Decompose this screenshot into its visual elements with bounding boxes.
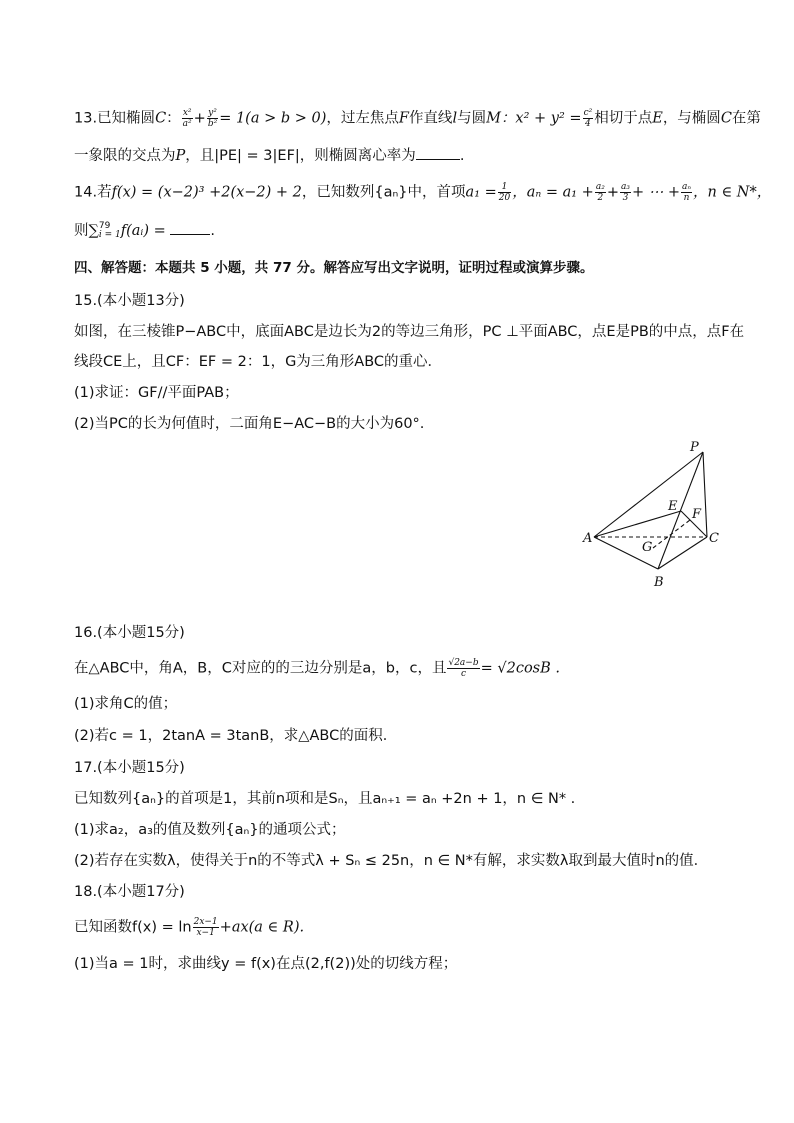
fraction-numerator: 2x−1 [193,917,218,927]
sum-lower: i = 1 [98,230,121,240]
pyramid-figure [576,436,726,596]
label-G: G [642,540,653,555]
text: 已知函数f(x) = ln [74,919,192,936]
q13-line-1: 13.已知椭圆C： $\frac{\text{x²}}{\text{a²}}$ + $\frac{\text{y²}}{\text{b²}}$ = 1(a > b > 0)，过左焦点F作直线l与圆M：x² + y² = $\frac{\text{c²}}{4}$ 相切于点E，与椭圆C在第 [74,108,761,129]
q16-sub-2: (2)若c = 1，2tanA = 3tanB，求△ABC的面积． [74,728,398,744]
fraction [193,917,219,938]
fraction [498,182,511,203]
math-symbol: l [452,110,458,127]
label-P: P [690,440,699,455]
q18-para-1 [74,917,304,938]
edge-BC [658,537,707,569]
fraction-numerator: a₂ [595,182,605,192]
fraction-denominator: a² [182,119,192,129]
fraction-numerator: y² [208,108,217,118]
text: 作直线 [408,110,453,127]
label-E: E [668,499,678,514]
fraction [207,108,218,129]
fraction-denominator: b² [207,119,218,129]
q16-para-1 [74,658,560,679]
q18-sub-1: (1)当a = 1时，求曲线y = f(x)在点(2,f(2))处的切线方程； [74,956,458,972]
question-number: 14. [74,184,98,201]
text: . [459,148,465,164]
label-B: B [654,575,664,590]
fraction-denominator: 4 [585,119,591,129]
text: ，过左焦点 [326,110,399,127]
fraction [595,182,606,203]
label-C: C [709,531,719,546]
fraction [583,108,594,129]
math-text: = √2cosB . [480,660,560,677]
math-text: ，n ∈ N*， [693,184,772,201]
math-symbol: C [720,110,732,127]
text: 一象限的交点为 [74,148,176,164]
sum-limits [99,222,121,240]
math-text: f(x) = (x−2)³ +2(x−2) + 2 [111,184,302,201]
section-heading: 四、解答题：本题共 5 小题，共 77 分。解答应写出文字说明，证明过程或演算步骤。 [74,260,594,276]
segment-AE [594,511,681,537]
text: ： [166,110,181,127]
q16-head: 16.(本小题15分) [74,625,185,641]
fraction-numerator: 1 [498,182,511,193]
q15-head: 15.(本小题13分) [74,293,185,309]
fraction-denominator: n [683,193,690,203]
sum-upper: 79 [98,221,111,231]
edge-PC [703,452,707,537]
math-text: = 1(a > b > 0) [219,110,327,127]
label-A: A [583,531,593,546]
answer-blank [416,145,460,160]
math-symbol: P [175,148,186,164]
q14-line-1: 14.若f(x) = (x−2)³ +2(x−2) + 2，已知数列{aₙ}中，首项a₁ = $\frac{1}{20}$ ，aₙ = a₁ + $\frac{\text{a₂}}{2}$ + $\frac{\text{a₃}}{3}$ + ⋯ + $\frac{\text{aₙ}}{n}$ ，n ∈ N*， [74,182,772,203]
text: ，已知数列{aₙ}中，首项 [301,184,466,201]
fraction-numerator: a₃ [620,182,630,192]
q15-sub-1: (1)求证：GF//平面PAB； [74,385,239,401]
fraction-numerator: x² [182,108,192,118]
q15-para-2: 线段CE上，且CF：EF = 2：1，G为三角形ABC的重心． [74,354,443,370]
q18-head: 18.(本小题17分) [74,884,185,900]
q17-sub-1: (1)求a₂，a₃的值及数列{aₙ}的通项公式； [74,822,346,838]
sum-symbol: ∑ [88,223,99,239]
text: ，且|PE| = 3|EF|，则椭圆离心率为 [185,148,416,164]
text: 已知椭圆 [97,110,156,127]
fraction-numerator: c² [583,108,593,118]
q17-head: 17.(本小题15分) [74,760,185,776]
q13-line-2 [74,145,464,166]
q15-para-1: 如图，在三棱锥P−ABC中，底面ABC是边长为2的等边三角形，PC ⊥平面ABC，点E是PB的中点，点F在 [74,324,745,340]
fraction [681,182,692,203]
q16-sub-1: (1)求角C的值； [74,696,178,712]
answer-blank [170,220,210,235]
text: ，与椭圆 [662,110,721,127]
math-text: ：x² + y² = [500,110,582,127]
text: 在第 [731,110,761,127]
text: 在△ABC中，角A，B，C对应的的三边分别是a，b，c，且 [74,660,447,677]
q15-sub-2: (2)当PC的长为何值时，二面角E−AC−B的大小为60°. [74,416,425,432]
text: 相切于点 [594,110,653,127]
math-symbol: M [486,110,501,127]
math-text: + ⋯ + [631,184,680,201]
text: . [210,223,215,239]
fraction-denominator: c [461,669,467,679]
math-symbol: C [155,110,167,127]
math-text: ，aₙ = a₁ + [512,184,594,201]
q17-para-1: 已知数列{aₙ}的首项是1，其前n项和是Sₙ，且aₙ₊₁ = aₙ +2n + 1，n ∈ N* . [74,791,576,807]
math-text: a₁ = [465,184,497,201]
fraction [447,658,479,679]
text: 若 [97,184,112,201]
segment-GF-hidden [653,520,690,548]
math-text: +ax(a ∈ R). [219,919,305,936]
fraction-denominator: 2 [597,193,604,203]
q14-line-2 [74,220,215,241]
fraction-numerator: √2a−b [448,658,479,668]
math-symbol: F [398,110,409,127]
math-symbol: E [652,110,663,127]
text: 与圆 [457,110,487,127]
fraction-denominator: 20 [498,193,511,203]
math-text: f(aᵢ) = [120,223,166,239]
label-F: F [692,507,702,522]
fraction [620,182,631,203]
text: 则 [74,223,89,239]
question-number: 13. [74,110,98,127]
fraction-numerator: aₙ [681,182,691,192]
fraction [182,108,193,129]
fraction-denominator: 3 [622,193,629,203]
fraction-denominator: x−1 [196,928,215,938]
q17-sub-2: (2)若存在实数λ，使得关于n的不等式λ + Sₙ ≤ 25n，n ∈ N*有解，求实数λ取到最大值时n的值． [74,853,709,869]
